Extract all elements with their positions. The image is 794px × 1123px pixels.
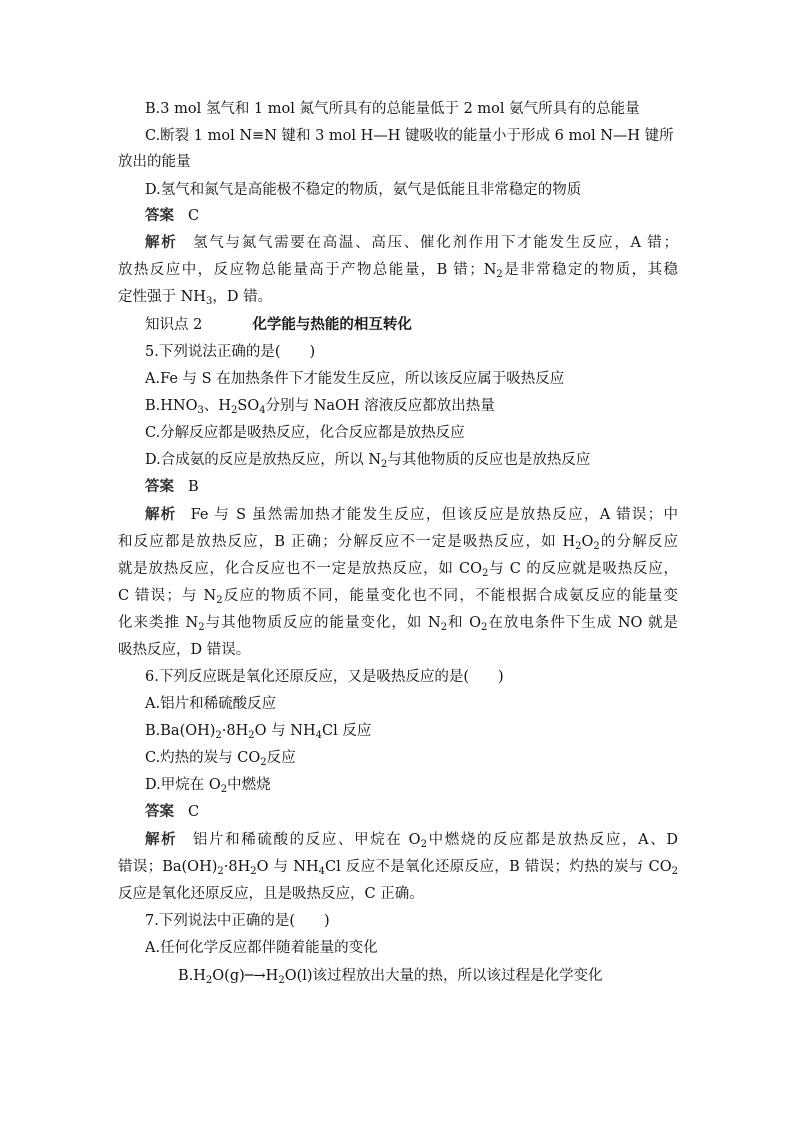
- option-text: ·8H: [221, 723, 249, 739]
- option-text: C.灼热的炭与 CO: [145, 750, 261, 766]
- subscript: 2: [381, 459, 388, 470]
- analysis-text: 错误；Ba(OH): [118, 859, 218, 875]
- option-text: B.H: [178, 968, 206, 984]
- q5-option-b: [145, 396, 705, 416]
- q5-stem: 5.下列说法正确的是( ): [145, 344, 316, 360]
- subscript: 2: [671, 866, 678, 877]
- q4-option-b: B.3 mol 氢气和 1 mol 氮气所具有的总能量低于 2 mol 氨气所具有的总能量: [145, 101, 640, 117]
- analysis-label: 解析: [145, 832, 178, 848]
- answer-label: 答案: [145, 208, 174, 224]
- q6-option-d: [145, 775, 705, 795]
- analysis-text: 与其他物质反应的能量变化，如 N: [204, 615, 441, 631]
- subscript: 3: [205, 296, 213, 307]
- subscript: 2: [220, 784, 228, 795]
- q5-option-c: C.分解反应都是吸热反应，化合反应都是放热反应: [145, 425, 465, 441]
- q6-analysis-line1: [145, 830, 678, 850]
- analysis-text: 反应的物质不同，能量变化也不同，不能根据合成氨反应的能量变: [222, 588, 679, 604]
- q5-analysis-line5: [118, 613, 678, 633]
- subscript: 4: [315, 730, 322, 741]
- subscript: 2: [481, 568, 489, 579]
- analysis-text: 化来类推 N: [118, 615, 199, 631]
- analysis-text: Cl 反应不是氧化还原反应，B 错误；灼热的炭与 CO: [325, 859, 672, 875]
- subscript: 2: [496, 269, 503, 280]
- q7-option-a: A.任何化学反应都伴随着能量的变化: [145, 940, 378, 956]
- knowledge-label: 知识点 2: [145, 317, 203, 333]
- answer-label: 答案: [145, 804, 174, 820]
- analysis-text: O 与 NH: [256, 859, 319, 875]
- subscript: 4: [318, 866, 326, 877]
- q7-option-b: [178, 966, 738, 986]
- analysis-text: 在放电条件下生成 NO 就是: [487, 615, 679, 631]
- q4-answer: [145, 206, 705, 226]
- q5-analysis-line6: 吸热反应，D 错误。: [118, 642, 251, 658]
- subscript: 2: [198, 622, 205, 633]
- q5-analysis-line2: [118, 532, 678, 552]
- subscript: 2: [231, 405, 238, 416]
- option-text: B.HNO: [145, 398, 198, 414]
- subscript: 2: [215, 730, 222, 741]
- subscript: 2: [217, 866, 224, 877]
- q6-option-a: A.铝片和稀硫酸反应: [145, 696, 277, 712]
- subscript: 2: [420, 839, 427, 850]
- analysis-text: 就是放热反应，化合反应也不一定是放热反应，如 CO: [118, 561, 482, 577]
- analysis-text: 和 O: [447, 615, 482, 631]
- option-text: 反应: [266, 750, 296, 766]
- q5-analysis-line1: [145, 505, 678, 525]
- q7-stem: 7.下列说法中正确的是( ): [145, 913, 330, 929]
- analysis-text: 和反应都是放热反应，B 正确；分解反应不一定是吸热反应，如 H: [118, 534, 576, 550]
- subscript: 2: [248, 730, 255, 741]
- q6-option-c: [145, 748, 705, 768]
- answer-value: C: [188, 804, 200, 820]
- option-text: 中燃烧: [227, 777, 271, 793]
- q5-answer: [145, 477, 705, 497]
- option-text: B.Ba(OH): [145, 723, 216, 739]
- option-text: 、H: [203, 398, 232, 414]
- analysis-text: 是非常稳定的物质，其稳: [502, 262, 679, 278]
- q6-analysis-line2: [118, 857, 678, 877]
- analysis-text: 定性强于 NH: [118, 289, 206, 305]
- option-text: O(l)该过程放出大量的热，所以该过程是化学变化: [284, 968, 603, 984]
- analysis-text: 氢气与氮气需要在高温、高压、催化剂作用下才能发生反应，A 错；: [191, 235, 679, 251]
- option-text: O(g)─→H: [212, 968, 279, 984]
- analysis-text: 中燃烧的反应都是放热反应，A、D: [426, 832, 678, 848]
- subscript: 2: [250, 866, 257, 877]
- q6-answer: [145, 802, 705, 822]
- analysis-text: O: [581, 534, 594, 550]
- analysis-text: 的分解反应: [599, 534, 678, 550]
- option-text: D.合成氨的反应是放热反应，所以 N: [145, 452, 382, 468]
- subscript: 3: [197, 405, 204, 416]
- analysis-text: 铝片和稀硫酸的反应、甲烷在 O: [191, 832, 421, 848]
- option-text: SO: [237, 398, 260, 414]
- subscript: 4: [259, 405, 266, 416]
- analysis-text: Fe 与 S 虽然需加热才能发生反应，但该反应是放热反应，A 错误；中: [190, 507, 678, 523]
- option-text: 分别与 NaOH 溶液反应都放出热量: [265, 398, 495, 414]
- option-text: D.甲烷在 O: [145, 777, 221, 793]
- q5-analysis-line3: [118, 559, 678, 579]
- subscript: 2: [575, 541, 582, 552]
- answer-value: C: [188, 208, 200, 224]
- subscript: 2: [216, 595, 223, 606]
- answer-label: 答案: [145, 479, 174, 495]
- knowledge-title: 化学能与热能的相互转化: [252, 317, 412, 333]
- q6-analysis-line3: 反应是氧化还原反应，且是吸热反应，C 正确。: [118, 886, 424, 902]
- subscript: 2: [205, 975, 213, 986]
- q4-option-c-line1: C.断裂 1 mol N≡N 键和 3 mol H—H 键吸收的能量小于形成 6 mol N—H 键所: [145, 128, 674, 144]
- option-text: Cl 反应: [321, 723, 372, 739]
- analysis-text: C 错误；与 N: [118, 588, 217, 604]
- option-text: O 与 NH: [254, 723, 316, 739]
- analysis-text: 与 C 的反应就是吸热反应，: [488, 561, 679, 577]
- q4-option-d: D.氢气和氮气是高能极不稳定的物质，氨气是低能且非常稳定的物质: [145, 182, 582, 198]
- knowledge-point-heading: [145, 315, 705, 335]
- analysis-text: ，D 错。: [212, 289, 273, 305]
- q4-analysis-line2: [118, 260, 678, 280]
- q5-analysis-line4: [118, 586, 678, 606]
- answer-value: B: [188, 479, 199, 495]
- q5-option-a: A.Fe 与 S 在加热条件下才能发生反应，所以该反应属于吸热反应: [145, 371, 565, 387]
- q4-option-c-line2: 放出的能量: [118, 154, 191, 170]
- q4-analysis-line1: [145, 233, 678, 253]
- analysis-label: 解析: [145, 507, 177, 523]
- q6-stem: 6.下列反应既是氧化还原反应，又是吸热反应的是( ): [145, 669, 504, 685]
- subscript: 2: [278, 975, 285, 986]
- analysis-label: 解析: [145, 235, 178, 251]
- subscript: 2: [593, 541, 600, 552]
- q5-option-d: [145, 450, 705, 470]
- analysis-text: 放热反应中，反应物总能量高于产物总能量，B 错；: [118, 262, 484, 278]
- analysis-text: N: [483, 262, 497, 278]
- q4-analysis-line3: [118, 287, 678, 307]
- q6-option-b: [145, 721, 705, 741]
- subscript: 2: [481, 622, 488, 633]
- subscript: 2: [440, 622, 448, 633]
- analysis-text: ·8H: [223, 859, 251, 875]
- subscript: 2: [260, 757, 267, 768]
- option-text: 与其他物质的反应也是放热反应: [387, 452, 591, 468]
